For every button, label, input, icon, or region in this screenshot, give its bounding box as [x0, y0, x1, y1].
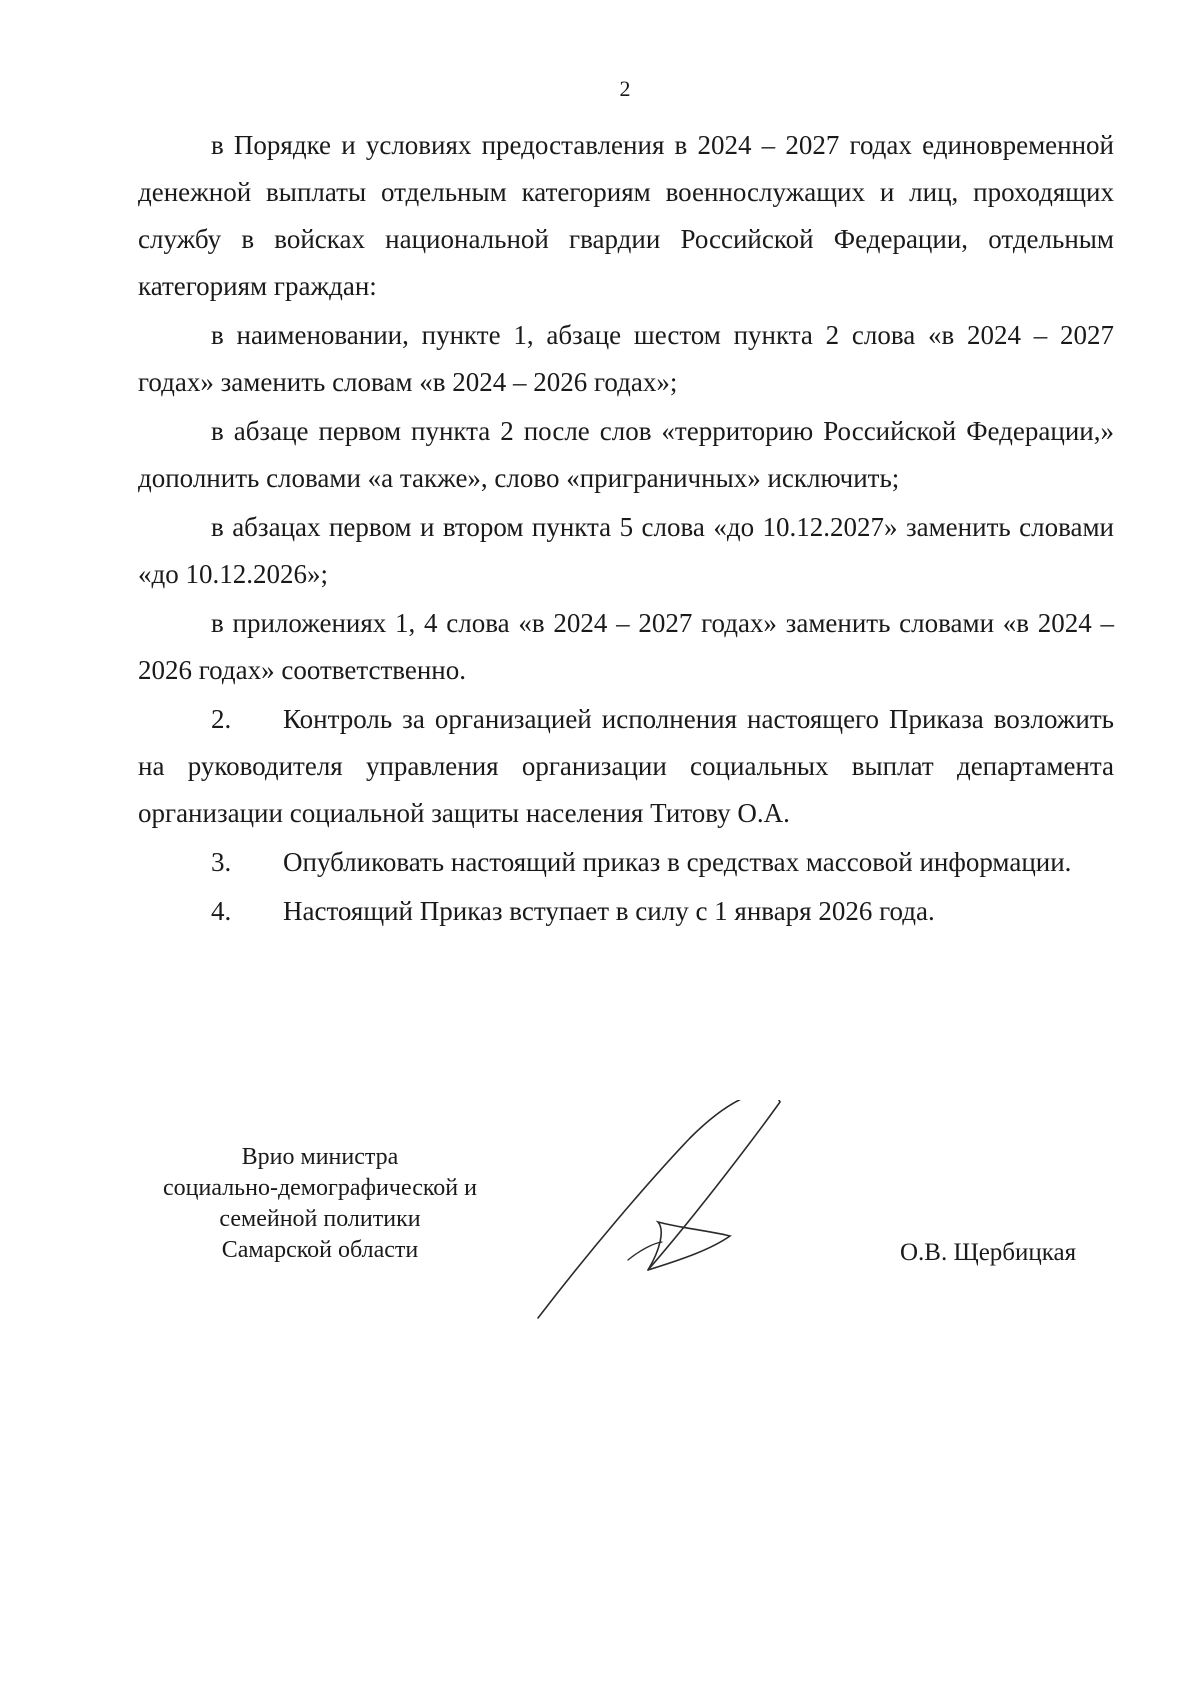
- paragraph-5: в приложениях 1, 4 слова «в 2024 – 2027 годах» заменить словами «в 2024 – 2026 годах» соответственно.: [138, 608, 1114, 685]
- signatory-title-line: семейной политики: [219, 1206, 421, 1232]
- numbered-item-2: [138, 696, 1114, 837]
- item-text: Опубликовать настоящий приказ в средствах массовой информации.: [283, 847, 1072, 877]
- signer-name: О.В. Щербицкая: [900, 1239, 1077, 1266]
- paragraph-2: в наименовании, пункте 1, абзаце шестом пункта 2 слова «в 2024 – 2027 годах» заменить словам «в 2024 – 2026 годах»;: [138, 320, 1114, 397]
- item-text: Настоящий Приказ вступает в силу с 1 января 2026 года.: [283, 896, 935, 926]
- paragraph-3: в абзаце первом пункта 2 после слов «территорию Российской Федерации,» дополнить словами «а также», слово «приграничных» исключить;: [138, 416, 1114, 493]
- signatory-title-line: Самарской области: [221, 1237, 419, 1263]
- numbered-item-3: [138, 839, 1114, 886]
- item-text: Контроль за организацией исполнения настоящего Приказа возложить на руководителя управления организации социальных выплат департамента организации социальной защиты населения Титову О.А.: [138, 704, 1114, 828]
- numbered-item-4: [138, 888, 1114, 935]
- item-number: 3.: [211, 847, 232, 877]
- paragraph-4: в абзацах первом и втором пункта 5 слова «до 10.12.2027» заменить словами «до 10.12.2026»;: [138, 512, 1114, 589]
- page-number: 2: [619, 76, 631, 101]
- document-body: [138, 122, 1114, 937]
- item-number: 2.: [211, 704, 232, 734]
- handwritten-signature-icon: [530, 1100, 790, 1330]
- signatory-title-line: Врио министра: [241, 1144, 399, 1170]
- paragraph-1: в Порядке и условиях предоставления в 2024 – 2027 годах единовременной денежной выплаты отдельным категориям военнослужащих и лиц, проходящих службу в войсках национальной гвардии Российской Федерации, отдельным категориям граждан:: [138, 130, 1114, 301]
- signatory-title: [130, 1142, 510, 1266]
- item-number: 4.: [211, 896, 232, 926]
- signatory-title-line: социально-демографической и: [162, 1175, 477, 1201]
